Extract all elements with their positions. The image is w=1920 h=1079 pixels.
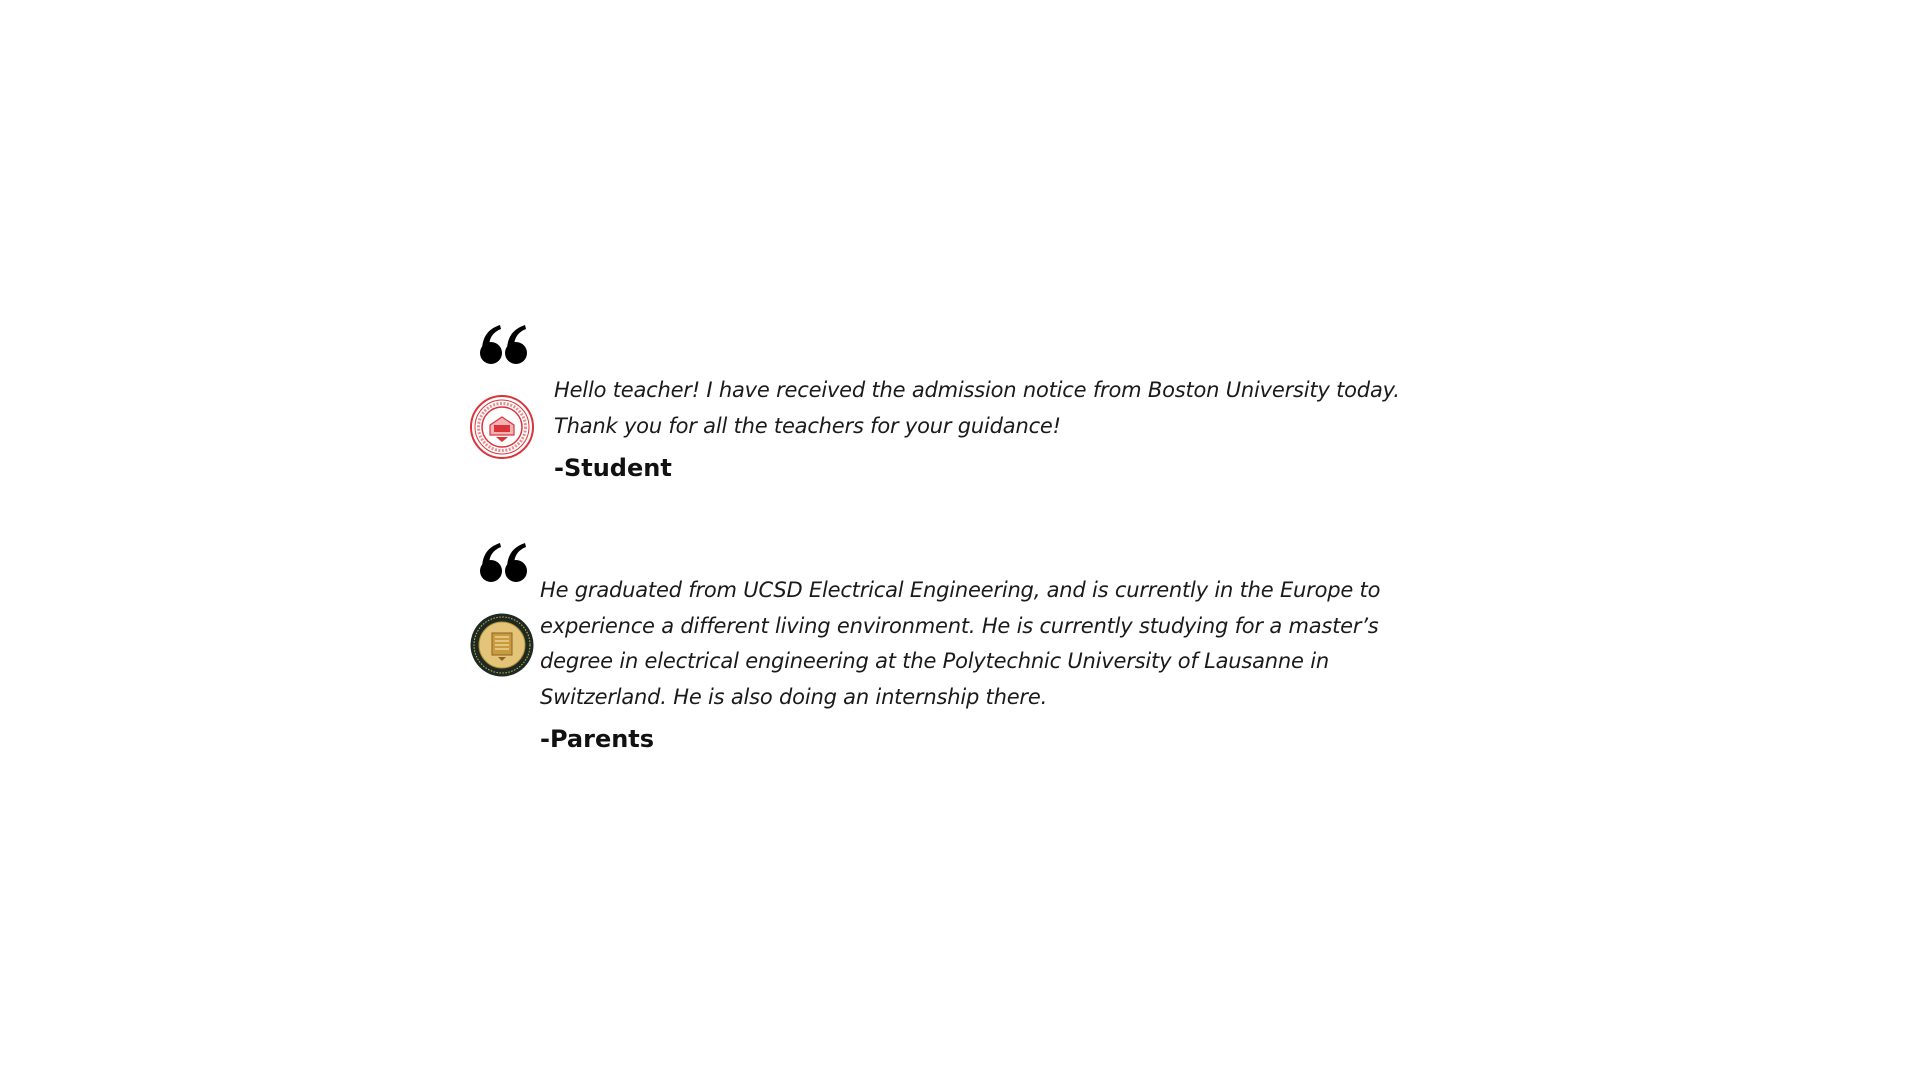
quotation-mark-icon bbox=[478, 543, 530, 583]
boston-university-seal-icon bbox=[470, 395, 534, 459]
testimonial-student bbox=[470, 325, 1450, 495]
quotation-mark-icon bbox=[478, 325, 530, 365]
testimonial-author: -Student bbox=[554, 454, 672, 482]
testimonial-quote: He graduated from UCSD Electrical Engineering, and is currently in the Europe to experience a different living environment. He is currently studying for a master’s degree in electrical engineering at the Polytechnic University of Lausanne in Switzerland. He is also doing an internship there. bbox=[540, 578, 1381, 709]
testimonial-parents bbox=[470, 543, 1450, 773]
testimonial-quote: Hello teacher! I have received the admission notice from Boston University today. Thank you for all the teachers for your guidance! bbox=[554, 378, 1400, 438]
testimonial-author: -Parents bbox=[540, 725, 655, 753]
uc-san-diego-seal-icon bbox=[470, 613, 534, 677]
